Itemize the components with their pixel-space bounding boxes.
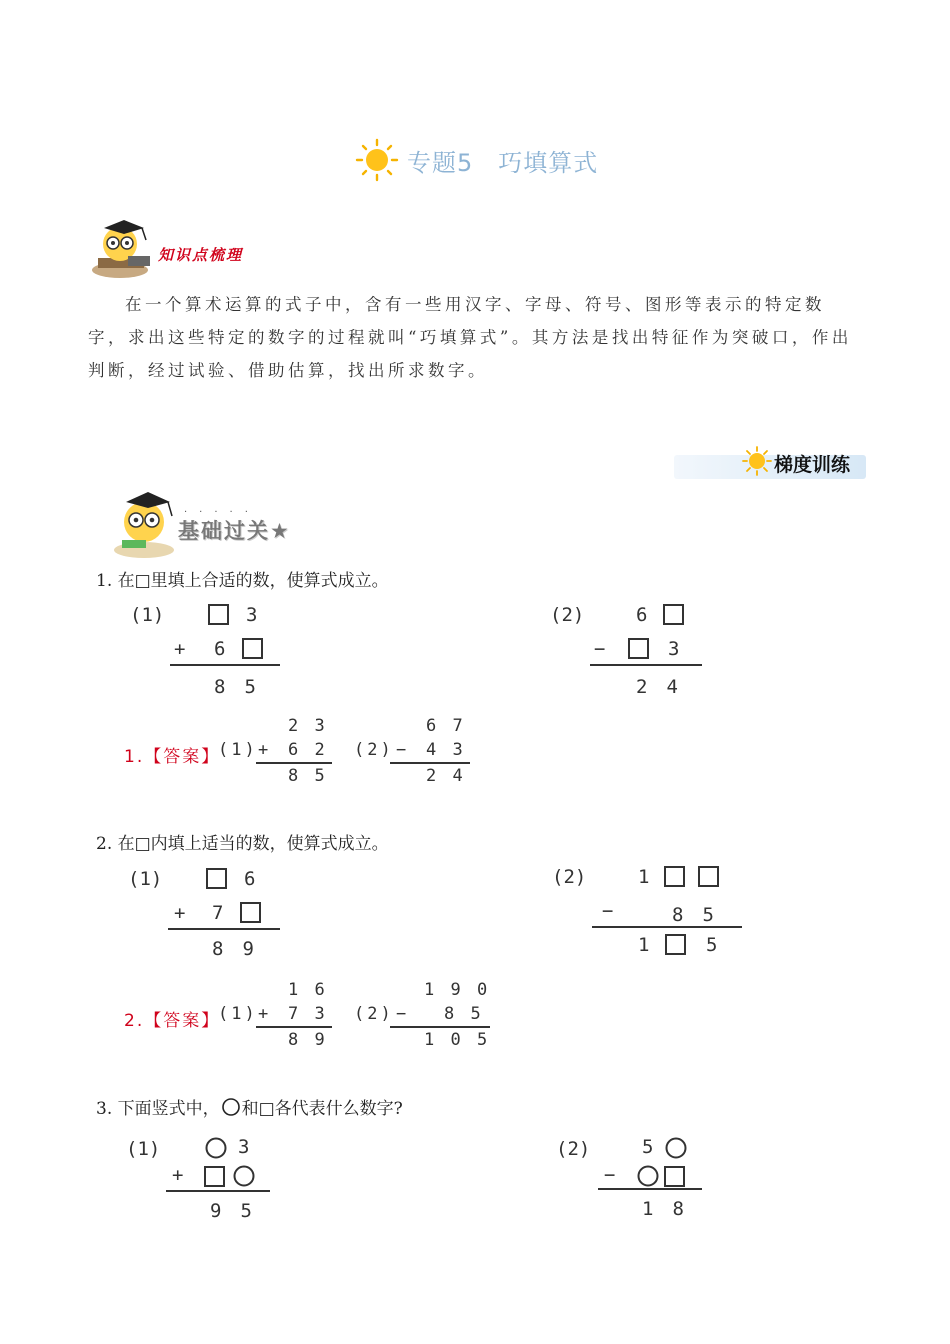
label: (1) <box>130 604 165 626</box>
q3-text <box>96 1094 403 1119</box>
digit: 6 <box>636 604 648 626</box>
operator: − <box>602 900 614 922</box>
digit: 3 <box>668 638 680 660</box>
divider-line <box>168 928 280 930</box>
q1-answer <box>124 712 484 792</box>
top: 2 3 <box>288 716 328 736</box>
circle-blank-icon[interactable] <box>664 1136 688 1160</box>
label: (2) <box>550 604 585 626</box>
q1-p2 <box>550 600 710 700</box>
result: 9 5 <box>210 1200 252 1222</box>
knowledge-paragraph: 在一个算术运算的式子中，含有一些用汉字、字母、符号、图形等表示的特定数字，求出这些特定的数字的过程就叫“巧填算式”。其方法是找出特征作为突破口，作出判断，经过试验、借助估算，找出所求数字。 <box>88 295 852 380</box>
mascot-basic-icon <box>110 490 180 560</box>
title-text: 专题5 巧填算式 <box>407 148 599 177</box>
digit: 1 <box>638 866 650 888</box>
blank-box[interactable] <box>664 1166 685 1187</box>
sun-small-icon <box>742 446 772 476</box>
blank-box[interactable] <box>242 638 263 659</box>
operator: + <box>174 638 186 660</box>
divider-line <box>390 762 470 764</box>
digit: 6 <box>214 638 226 660</box>
circle-icon <box>220 1097 242 1117</box>
blank-box[interactable] <box>663 604 684 625</box>
blank-box[interactable] <box>240 902 261 923</box>
circle-blank-icon[interactable] <box>232 1164 256 1188</box>
mascot-knowledge-icon <box>90 218 158 280</box>
label: (2) <box>556 1138 591 1160</box>
mid: 6 2 <box>288 740 328 760</box>
digit: 3 <box>246 604 258 626</box>
mid: 7 3 <box>288 1004 328 1024</box>
q3-text-a: 3. 下面竖式中， <box>96 1099 220 1119</box>
mid: 4 3 <box>426 740 466 760</box>
q3-p1 <box>126 1132 286 1232</box>
q2-answer <box>124 976 504 1056</box>
result-left: 1 <box>638 934 650 956</box>
result: 2 4 <box>426 766 466 786</box>
blank-box[interactable] <box>628 638 649 659</box>
operator: + <box>174 902 186 924</box>
answer-label: 2.【答案】 <box>124 1011 221 1031</box>
q1-text: 1. 在□里填上合适的数，使算式成立。 <box>96 571 389 591</box>
q1-p1 <box>130 600 290 700</box>
divider-line <box>166 1190 270 1192</box>
blank-box[interactable] <box>206 868 227 889</box>
label: (2) <box>354 1004 394 1024</box>
operator: − <box>396 740 410 760</box>
divider-line <box>590 664 702 666</box>
result-right: 5 <box>706 934 718 956</box>
operator: + <box>258 740 272 760</box>
q2-p1 <box>128 864 288 964</box>
divider-line <box>256 1026 332 1028</box>
result: 1 0 5 <box>424 1030 491 1050</box>
divider-line <box>592 926 742 928</box>
operator: − <box>604 1164 616 1186</box>
divider-line <box>390 1026 490 1028</box>
operator: − <box>396 1004 410 1024</box>
divider-line <box>170 664 280 666</box>
blank-box[interactable] <box>204 1166 225 1187</box>
label: (2) <box>552 866 587 888</box>
digit: 3 <box>238 1136 250 1158</box>
blank-box[interactable] <box>698 866 719 887</box>
result: 8 5 <box>288 766 328 786</box>
digit: 5 <box>642 1136 654 1158</box>
digit: 7 <box>212 902 224 924</box>
mid: 8 5 <box>444 1004 484 1024</box>
mid: 8 5 <box>672 904 714 926</box>
label: (1) <box>218 1004 258 1024</box>
label: (1) <box>218 740 258 760</box>
operator: − <box>594 638 606 660</box>
result: 1 8 <box>642 1198 684 1220</box>
blank-box[interactable] <box>208 604 229 625</box>
circle-blank-icon[interactable] <box>204 1136 228 1160</box>
label: (1) <box>126 1138 161 1160</box>
knowledge-label: 知识点梳理 <box>158 246 244 264</box>
label: (1) <box>128 868 163 890</box>
decor-dots: ····· <box>184 507 260 518</box>
q2-text: 2. 在□内填上适当的数，使算式成立。 <box>96 834 389 854</box>
label: (2) <box>354 740 394 760</box>
q3-text-b: 和□各代表什么数字? <box>241 1099 403 1119</box>
divider-line <box>256 762 332 764</box>
subsection-label: 基础过关★ <box>178 519 291 543</box>
circle-blank-icon[interactable] <box>636 1164 660 1188</box>
sun-icon <box>355 138 399 182</box>
operator: + <box>258 1004 272 1024</box>
blank-box[interactable] <box>664 866 685 887</box>
top: 6 7 <box>426 716 466 736</box>
result: 8 5 <box>214 676 256 698</box>
operator: + <box>172 1164 184 1186</box>
page-title <box>355 138 598 182</box>
result: 8 9 <box>212 938 254 960</box>
blank-box[interactable] <box>665 934 686 955</box>
answer-label: 1.【答案】 <box>124 747 221 767</box>
result: 8 9 <box>288 1030 328 1050</box>
digit: 6 <box>244 868 256 890</box>
result: 2 4 <box>636 676 678 698</box>
q3-p2 <box>556 1132 716 1232</box>
top: 1 9 0 <box>424 980 491 1000</box>
q2-p2 <box>552 862 742 962</box>
section-label: 梯度训练 <box>774 454 851 476</box>
divider-line <box>598 1188 702 1190</box>
top: 1 6 <box>288 980 328 1000</box>
